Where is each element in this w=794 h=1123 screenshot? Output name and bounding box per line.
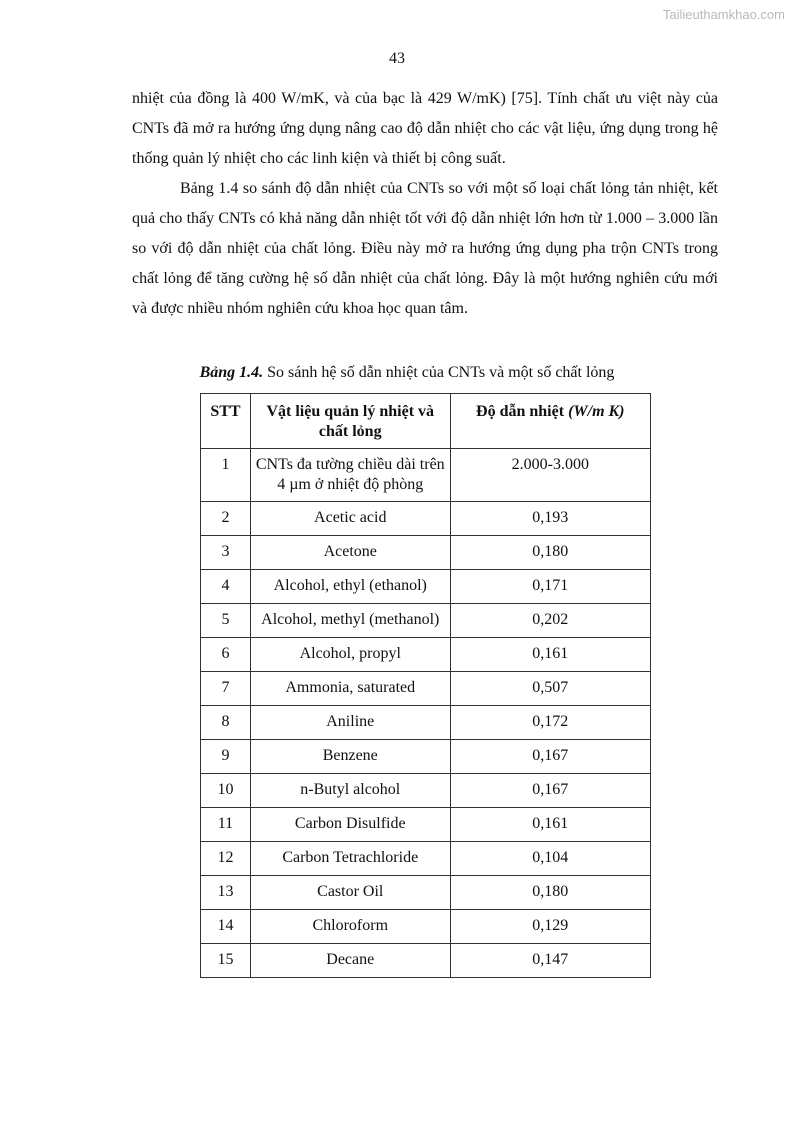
table-row — [201, 706, 651, 740]
cell-stt: 5 — [201, 604, 251, 638]
table-caption-text: So sánh hệ số dẫn nhiệt của CNTs và một số chất lỏng — [263, 364, 615, 381]
cell-material: Aniline — [250, 706, 450, 740]
table-row — [201, 774, 651, 808]
table-caption — [0, 364, 794, 382]
table-row — [201, 944, 651, 978]
header-conductivity — [450, 394, 650, 449]
cell-stt: 10 — [201, 774, 251, 808]
cell-material: Decane — [250, 944, 450, 978]
cell-value: 0,193 — [450, 502, 650, 536]
cell-material: Acetic acid — [250, 502, 450, 536]
cell-value: 0,161 — [450, 638, 650, 672]
watermark-text: Tailieuthamkhao.com — [662, 7, 785, 22]
paragraph-2: Bảng 1.4 so sánh độ dẫn nhiệt của CNTs so với một số loại chất lỏng tản nhiệt, kết quả cho thấy CNTs có khả năng dẫn nhiệt tốt với độ dẫn nhiệt lớn hơn từ 1.000 – 3.000 lần so với độ dẫn nhiệt của chất lỏng. Điều này mở ra hướng ứng dụng pha trộn CNTs trong chất lỏng để tăng cường hệ số dẫn nhiệt của chất lỏng. Đây là một hướng nghiên cứu mới và được nhiều nhóm nghiên cứu khoa học quan tâm. — [132, 180, 718, 317]
table-row — [201, 638, 651, 672]
cell-material: Alcohol, ethyl (ethanol) — [250, 570, 450, 604]
cell-value: 0,167 — [450, 774, 650, 808]
table-row — [201, 672, 651, 706]
header-stt: STT — [201, 394, 251, 449]
cell-material: Carbon Tetrachloride — [250, 842, 450, 876]
header-material: Vật liệu quản lý nhiệt và chất lỏng — [250, 394, 450, 449]
body-text — [132, 84, 718, 324]
table-row — [201, 808, 651, 842]
cell-stt: 12 — [201, 842, 251, 876]
cell-material: Acetone — [250, 536, 450, 570]
table-row — [201, 842, 651, 876]
cell-value: 0,129 — [450, 910, 650, 944]
cell-value: 0,147 — [450, 944, 650, 978]
table-header-row — [201, 394, 651, 449]
cell-value: 0,507 — [450, 672, 650, 706]
cell-material: Ammonia, saturated — [250, 672, 450, 706]
table-row — [201, 740, 651, 774]
cell-value: 0,202 — [450, 604, 650, 638]
cell-stt: 13 — [201, 876, 251, 910]
cell-material: Carbon Disulfide — [250, 808, 450, 842]
table-caption-label: Bảng 1.4. — [199, 364, 264, 381]
cell-stt: 4 — [201, 570, 251, 604]
table-row — [201, 876, 651, 910]
cell-material: Alcohol, methyl (methanol) — [250, 604, 450, 638]
cell-value: 0,104 — [450, 842, 650, 876]
cell-stt: 3 — [201, 536, 251, 570]
table-row — [201, 570, 651, 604]
cell-stt: 9 — [201, 740, 251, 774]
cell-material: Chloroform — [250, 910, 450, 944]
cell-stt: 6 — [201, 638, 251, 672]
cell-stt: 11 — [201, 808, 251, 842]
cell-material: Benzene — [250, 740, 450, 774]
cell-material: Alcohol, propyl — [250, 638, 450, 672]
page-number: 43 — [389, 50, 405, 67]
table-row — [201, 910, 651, 944]
cell-material: CNTs đa tường chiều dài trên 4 µm ở nhiệt độ phòng — [250, 449, 450, 502]
paragraph-1: nhiệt của đồng là 400 W/mK, và của bạc là 429 W/mK) [75]. Tính chất ưu việt này của CNTs đã mở ra hướng ứng dụng nâng cao độ dẫn nhiệt cho các vật liệu, ứng dụng trong hệ thống quản lý nhiệt cho các linh kiện và thiết bị công suất. — [132, 90, 718, 167]
table-row — [201, 449, 651, 502]
table-row — [201, 604, 651, 638]
cell-value: 0,172 — [450, 706, 650, 740]
cell-value: 0,180 — [450, 536, 650, 570]
header-conductivity-unit: (W/m K) — [568, 403, 625, 420]
cell-value: 0,171 — [450, 570, 650, 604]
cell-stt: 2 — [201, 502, 251, 536]
cell-stt: 7 — [201, 672, 251, 706]
cell-value: 0,180 — [450, 876, 650, 910]
table-body — [201, 449, 651, 978]
cell-stt: 8 — [201, 706, 251, 740]
cell-material: Castor Oil — [250, 876, 450, 910]
cell-stt: 15 — [201, 944, 251, 978]
table-row — [201, 502, 651, 536]
cell-value: 2.000-3.000 — [450, 449, 650, 502]
cell-value: 0,161 — [450, 808, 650, 842]
cell-stt: 14 — [201, 910, 251, 944]
header-conductivity-label: Độ dẫn nhiệt — [476, 403, 565, 420]
table-row — [201, 536, 651, 570]
cell-material: n-Butyl alcohol — [250, 774, 450, 808]
cell-stt: 1 — [201, 449, 251, 502]
cell-value: 0,167 — [450, 740, 650, 774]
conductivity-table — [200, 393, 651, 978]
